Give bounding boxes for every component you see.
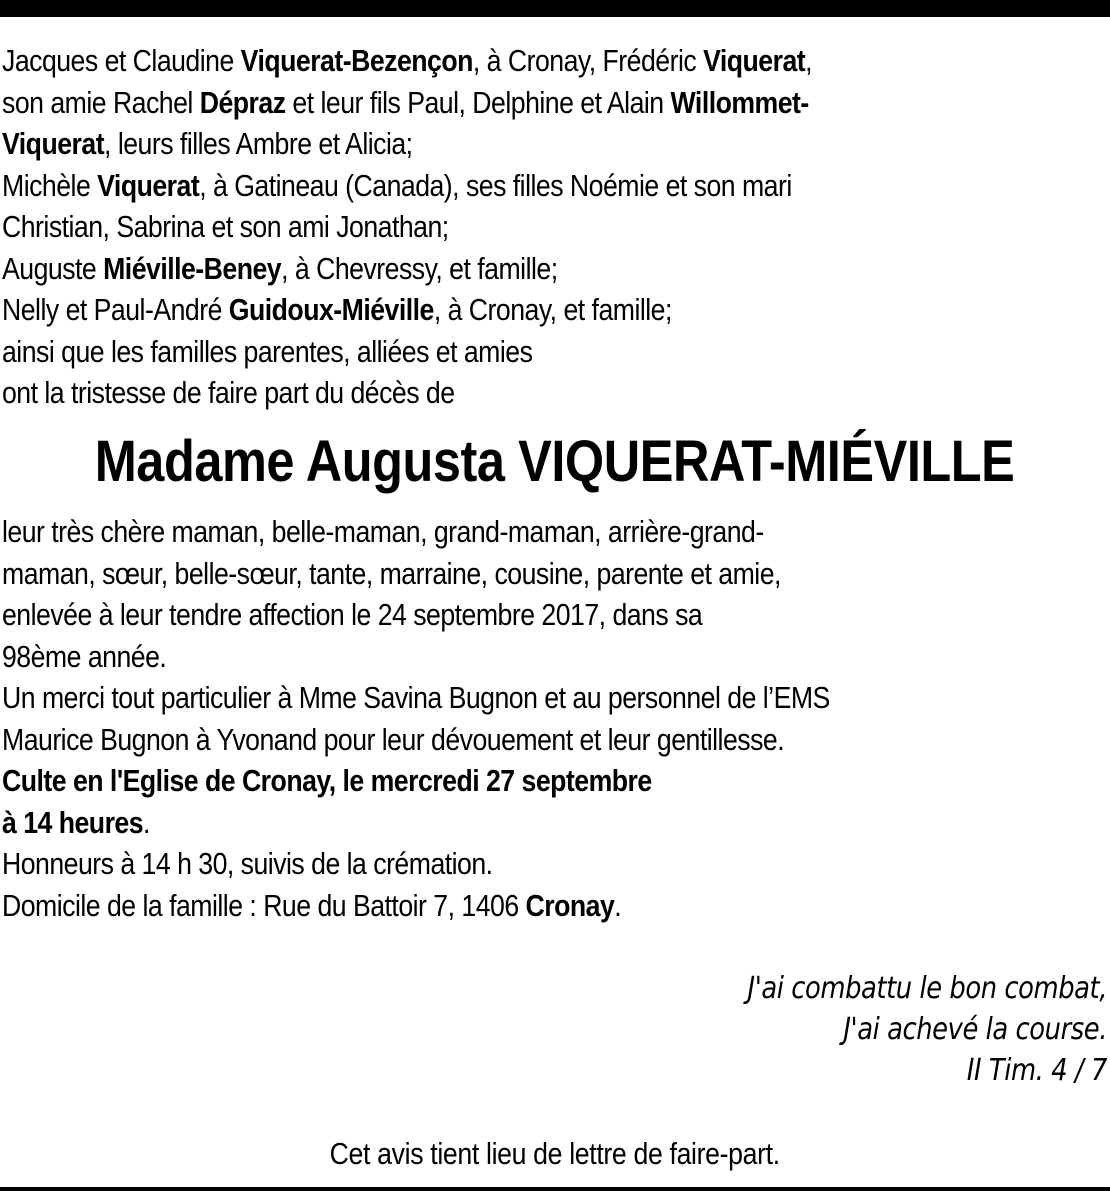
bible-quote [748, 968, 1107, 1091]
intro-line-1: Jacques et Claudine Viquerat-Bezençon, à Cronay, Frédéric Viquerat, [2, 43, 813, 78]
service-details-line-2: à 14 heures. [2, 804, 150, 840]
top-rule [0, 0, 1110, 17]
intro-line-8: ainsi que les familles parentes, alliées et amies [2, 333, 533, 369]
body-line-5: Un merci tout particulier à Mme Savina Bugnon et au personnel de l’EMS [2, 680, 830, 715]
intro-line-9: ont la tristesse de faire part du décès de [2, 375, 455, 410]
body-line-6: Maurice Bugnon à Yvonand pour leur dévouement et leur gentillesse. [2, 721, 785, 757]
body-line-3: enlevée à leur tendre affection le 24 septembre 2017, dans sa [2, 597, 703, 632]
body-line-9: Honneurs à 14 h 30, suivis de la crémation. [2, 846, 493, 881]
family-announcement [2, 40, 952, 414]
body-line-4: 98ème année. [2, 638, 167, 674]
quote-reference: II Tim. 4 / 7 [966, 1053, 1107, 1088]
service-details-line-1: Culte en l'Eglise de Cronay, le mercredi 27 septembre [2, 763, 652, 798]
intro-line-3: Viquerat, leurs filles Ambre et Alicia; [2, 126, 413, 161]
intro-line-4: Michèle Viquerat, à Gatineau (Canada), ses filles Noémie et son mari [2, 167, 792, 203]
deceased-name-heading: Madame Augusta VIQUERAT-MIÉVILLE [95, 429, 1015, 494]
intro-line-2: son amie Rachel Dépraz et leur fils Paul, Delphine et Alain Willommet- [2, 84, 809, 120]
family-address-line: Domicile de la famille : Rue du Battoir 7, 1406 Cronay. [2, 887, 622, 923]
bottom-rule [0, 1187, 1110, 1191]
footer-note: Cet avis tient lieu de lettre de faire-part. [329, 1136, 781, 1171]
intro-line-5: Christian, Sabrina et son ami Jonathan; [2, 209, 449, 244]
obituary-body [2, 511, 952, 926]
body-line-1: leur très chère maman, belle-maman, grand-maman, arrière-grand- [2, 514, 764, 549]
quote-line-2: J'ai achevé la course. [843, 1012, 1107, 1047]
intro-line-7: Nelly et Paul-André Guidoux-Miéville, à Cronay, et famille; [2, 292, 672, 327]
intro-line-6: Auguste Miéville-Beney, à Chevressy, et famille; [2, 250, 558, 286]
body-line-2: maman, sœur, belle-sœur, tante, marraine, cousine, parente et amie, [2, 555, 781, 591]
quote-line-1: J'ai combattu le bon combat, [747, 971, 1107, 1006]
